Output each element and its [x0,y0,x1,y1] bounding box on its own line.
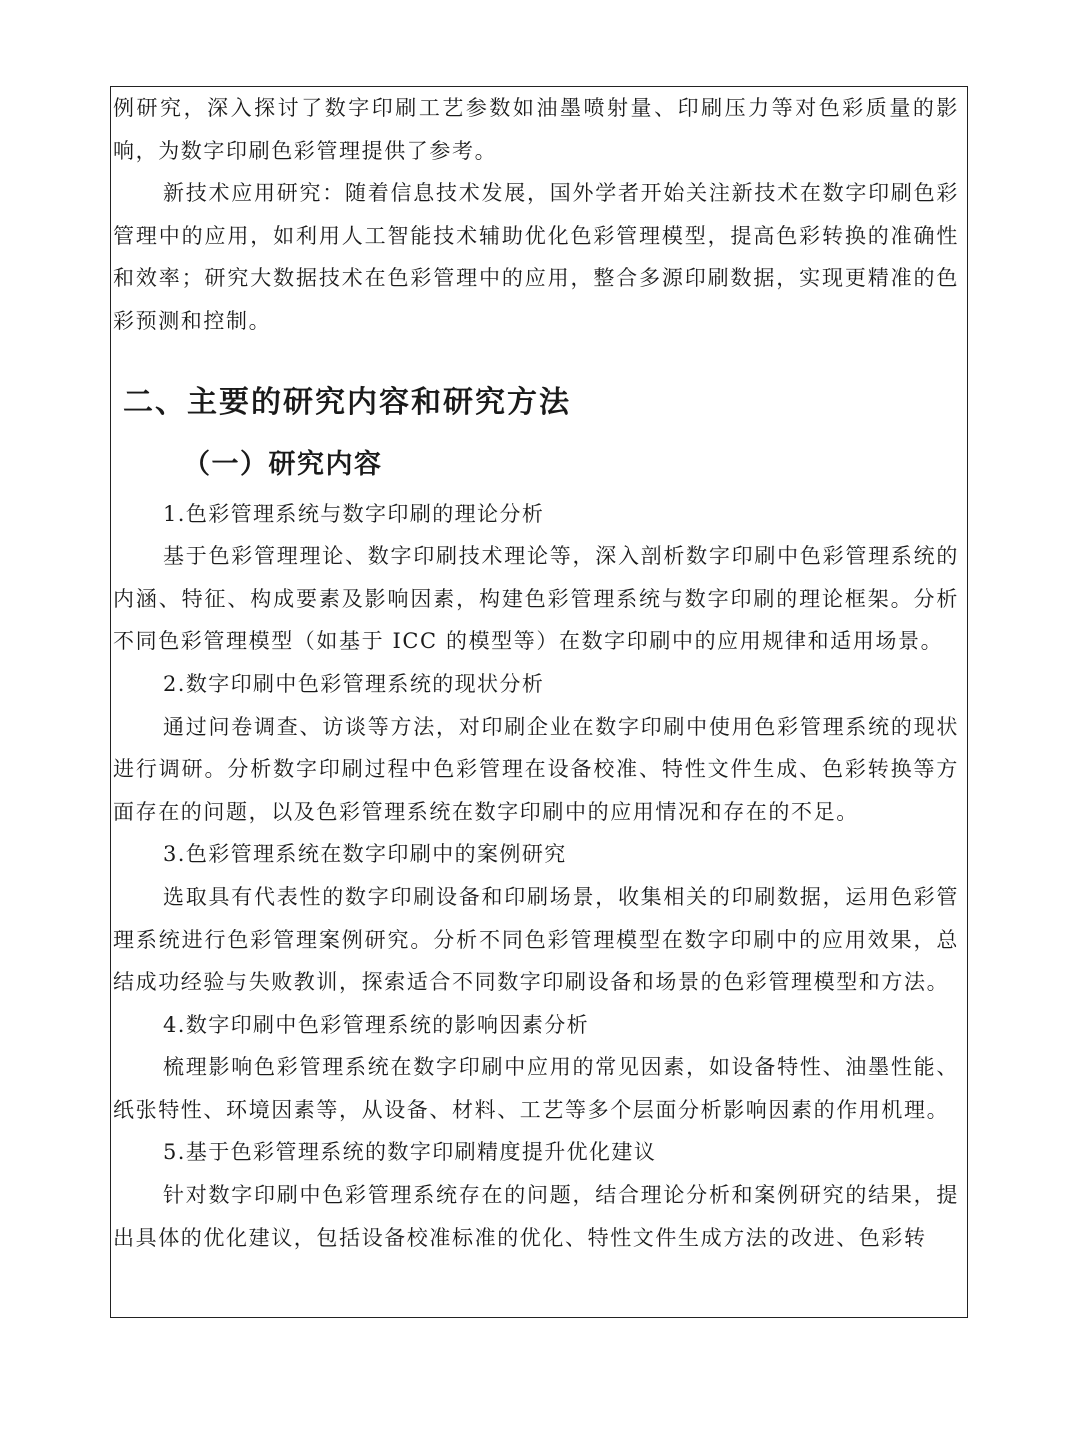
item-4-title: 4.数字印刷中色彩管理系统的影响因素分析 [163,1012,590,1037]
new-tech-paragraph: 新技术应用研究：随着信息技术发展，国外学者开始关注新技术在数字印刷色彩管理中的应用，如利用人工智能技术辅助优化色彩管理模型，提高色彩转换的准确性和效率；研究大数据技术在色彩管理中的应用，整合多源印刷数据，实现更精准的色彩预测和控制。 [113,181,959,333]
item-5-title: 5.基于色彩管理系统的数字印刷精度提升优化建议 [163,1140,657,1165]
item-3-title: 3.色彩管理系统在数字印刷中的案例研究 [163,842,567,867]
item-5-body: 针对数字印刷中色彩管理系统存在的问题，结合理论分析和案例研究的结果，提出具体的优化建议，包括设备校准标准的优化、特性文件生成方法的改进、色彩转 [113,1183,959,1250]
item-2-title: 2.数字印刷中色彩管理系统的现状分析 [163,671,545,696]
item-2-body: 通过问卷调查、访谈等方法，对印刷企业在数字印刷中使用色彩管理系统的现状进行调研。分析数字印刷过程中色彩管理在设备校准、特性文件生成、色彩转换等方面存在的问题，以及色彩管理系统在数字印刷中的应用情况和存在的不足。 [113,714,959,824]
item-4-body: 梳理影响色彩管理系统在数字印刷中应用的常见因素，如设备特性、油墨性能、纸张特性、环境因素等，从设备、材料、工艺等多个层面分析影响因素的作用机理。 [113,1055,959,1122]
item-1-body: 基于色彩管理理论、数字印刷技术理论等，深入剖析数字印刷中色彩管理系统的内涵、特征、构成要素及影响因素，构建色彩管理系统与数字印刷的理论框架。分析不同色彩管理模型（如基于 ICC 的模型等）在数字印刷中的应用规律和适用场景。 [113,544,959,654]
continuation-paragraph: 例研究，深入探讨了数字印刷工艺参数如油墨喷射量、印刷压力等对色彩质量的影响，为数字印刷色彩管理提供了参考。 [113,96,959,163]
section-subtitle: （一）研究内容 [183,448,383,480]
section-title: 二、主要的研究内容和研究方法 [123,384,571,420]
item-1-title: 1.色彩管理系统与数字印刷的理论分析 [163,501,545,526]
document-frame [110,86,968,1318]
item-3-body: 选取具有代表性的数字印刷设备和印刷场景，收集相关的印刷数据，运用色彩管理系统进行色彩管理案例研究。分析不同色彩管理模型在数字印刷中的应用效果，总结成功经验与失败教训，探索适合不同数字印刷设备和场景的色彩管理模型和方法。 [113,884,959,995]
